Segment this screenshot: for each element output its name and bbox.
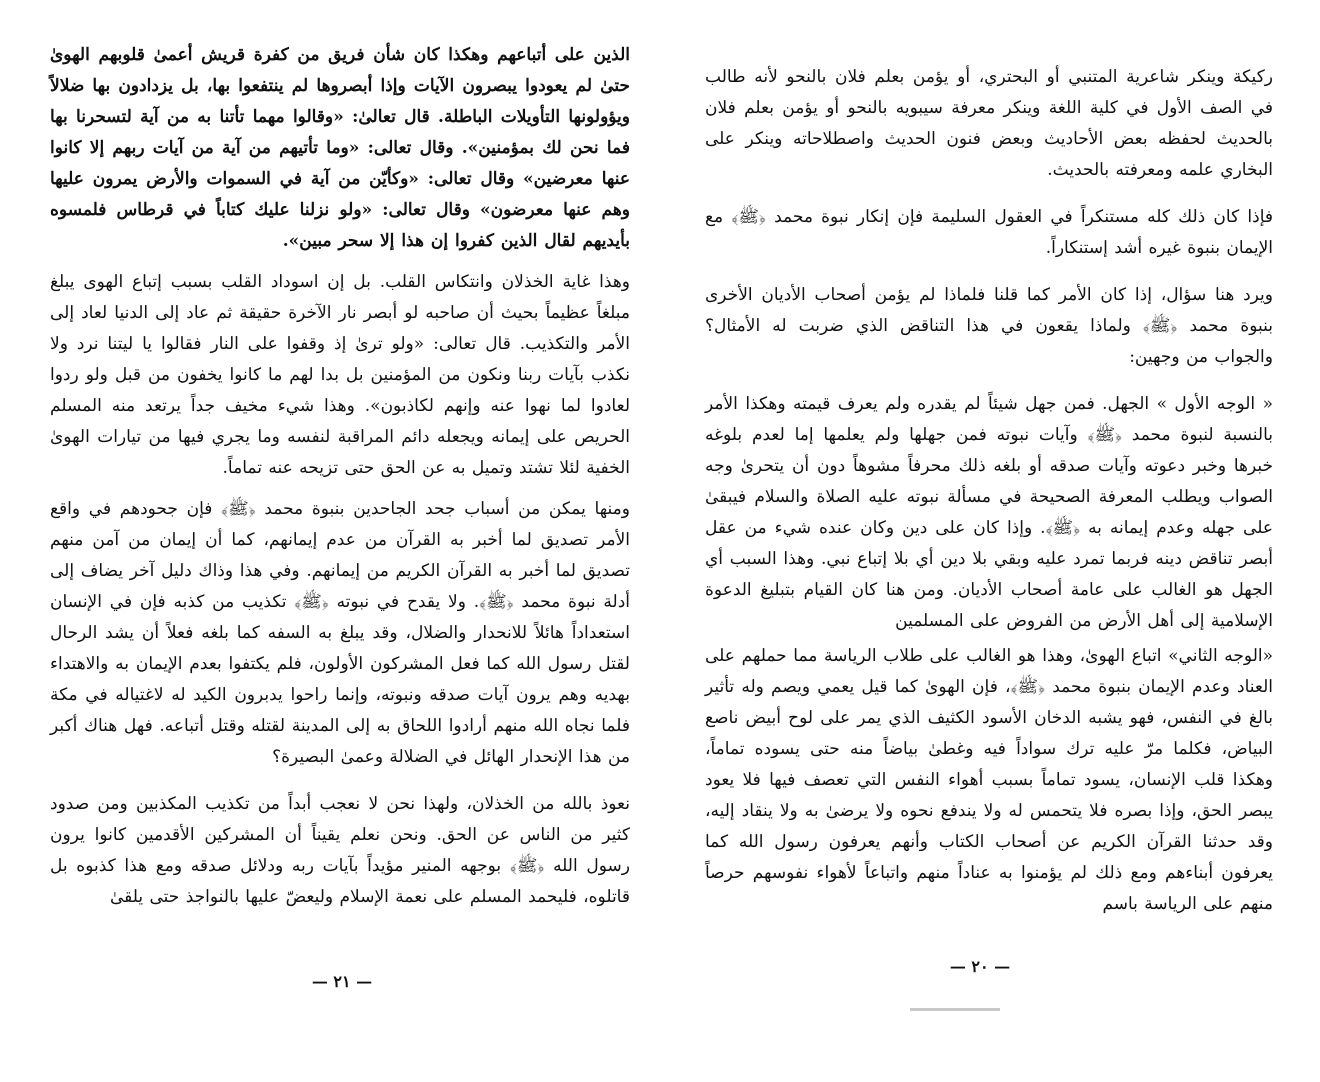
left-page-number: — ٢١ — [311,972,373,991]
right-page [705,62,1273,1082]
right-paragraph-2: فإذا كان ذلك كله مستنكراً في العقول السليمة فإن إنكار نبوة محمد ﴿ﷺ﴾ مع الإيمان بنبوة غيره أشد إستنكاراً. [705,207,1273,258]
left-paragraph-3: ومنها يمكن من أسباب جحد الجاحدين بنبوة محمد ﴿ﷺ﴾ فإن جحودهم في واقع الأمر تصديق لما أخبر به القرآن من عدم إيمانهم، كما أن إيمان من آمن منهم تصديق لما أخبر به القرآن الكريم من إيمانهم. وفي هذا وذاك دليل آخر يضاف إلى أدلة نبوة محمد ﴿ﷺ﴾. ولا يقدح في نبوته ﴿ﷺ﴾ تكذيب من كذبه فإن في الإنسان استعداداً هائلاً للانحدار والضلال، وقد يبلغ به السفه كما بلغه فعلاً أن يشد الرحال لقتل رسول الله كما فعل المشركون الأولون، فلم يكتفوا بعدم الإيمان به والاهتداء بهديه وهم يرون آيات صدقه ونبوته، وإنما راحوا يدبرون الكيد له لاغتياله في مكة فلما نجاه الله منهم أرادوا اللحاق به إلى المدينة لقتله وقتل أتباعه. فهل هناك أكبر من هذا الإنحدار الهائل في الضلالة وعمىٰ البصيرة؟ [50,499,631,767]
right-paragraph-1: ركيكة وينكر شاعرية المتنبي أو البحتري، أو يؤمن بعلم فلان بالنحو لأنه طالب في الصف الأول في كلية اللغة وينكر معرفة سيبويه بالنحو أو يؤمن بعلم فلان بالحديث لحفظه بعض الأحاديث وبعض فنون الحديث واصطلاحاته وينكر على البخاري علمه ومعرفته بالحديث. [705,67,1273,180]
left-page [50,40,630,1060]
left-paragraph-2: وهذا غاية الخذلان وانتكاس القلب. بل إن اسوداد القلب بسبب إتباع الهوى يبلغ مبلغاً عظيماً بحيث أن صاحبه لو أبصر نار الآخرة حقيقة ثم عاد إلى الدنيا لعاد إلى الأمر والتكذيب. قال تعالى: «ولو ترىٰ إذ وقفوا على النار فقالوا يا ليتنا نرد ولا نكذب بآيات ربنا ونكون من المؤمنين بل بدا لهم ما كانوا يخفون من قبل ولو ردوا لعادوا لما نهوا عنه وإنهم لكاذبون». وهذا شيء مخيف جداً يرتعد منه المسلم الحريص على إيمانه ويجعله دائم المراقبة لنفسه وما يجري فيها من تيارات الهوىٰ الخفية لئلا تشتد وتميل به عن الحق حتى تزيحه عنه تماماً. [50,272,630,478]
right-paragraph-3: ويرد هنا سؤال، إذا كان الأمر كما قلنا فلماذا لم يؤمن أصحاب الأديان الأخرى بنبوة محمد ﴿ﷺ﴾ ولماذا يقعون في هذا التناقض الذي ضربت له الأمثال؟ والجواب من وجهين: [705,285,1273,367]
right-paragraph-5: «الوجه الثاني» اتباع الهوىٰ، وهذا هو الغالب على طلاب الرياسة مما حملهم على العناد وعدم الإيمان بنبوة محمد ﴿ﷺ﴾، فإن الهوىٰ كما قيل يعمي ويصم وله تأثير بالغ في النفس، فهو يشبه الدخان الأسود الكثيف الذي يمر على لوح أبيض ناصع البياض، فكلما مرّ عليه ترك سواداً فيه وغطىٰ بياضاً منه حتى يسوده تماماً، وهكذا قلب الإنسان، يسود تماماً بسبب أهواء النفس التي تعصف فيها فلا يعود يبصر الحق، وإذا بصره فلا يتحمس له ولا يندفع نحوه ولا يرضىٰ به ولا ينقاد إليه، وقد حدثنا القرآن الكريم عن أصحاب الكتاب وأنهم يعرفون رسول الله كما يعرفون أبناءهم ومع ذلك لم يؤمنوا به عناداً منهم واتباعاً لأهواء نفوسهم حرصاً منهم على الرياسة باسم [705,646,1273,914]
right-page-number: — ٢٠ — [949,957,1011,976]
right-paragraph-4: « الوجه الأول » الجهل. فمن جهل شيئاً لم يقدره ولم يعرف قيمته وهكذا الأمر بالنسبة لنبوة محمد ﴿ﷺ﴾ وآيات نبوته فمن جهلها ولم يعلمها إما لعدم بلوغه خبرها وخبر دعوته وآيات صدقه أو بلغه ذلك محرفاً مشوهاً دون أن يتحرىٰ وجه الصواب ويطلب المعرفة الصحيحة في مسألة نبوته عليه الصلاة والسلام فيبقىٰ على جهله وعدم إيمانه به ﴿ﷺ﴾. وإذا كان على دين وكان عنده شيء من عقل أبصر تناقض دينه فربما تمرد عليه وبقي بلا دين أي بلا إتباع نبي. وهذا السبب أي الجهل هو الغالب على عامة أصحاب الأديان. ومن هنا كان القيام بتبليغ الدعوة الإسلامية إلى أهل الأرض من الفروض على المسلمين [705,394,1273,631]
left-paragraph-4: نعوذ بالله من الخذلان، ولهذا نحن لا نعجب أبداً من تكذيب المكذبين ومن صدود كثير من الناس عن الحق. ونحن نعلم يقيناً أن المشركين الأقدمين كانوا يرون رسول الله ﴿ﷺ﴾ بوجهه المنير مؤيداً بآيات ربه ودلائل صدقه ومع هذا كذبوه بل قاتلوه، فليحمد المسلم على نعمة الإسلام وليعضّ عليها بالنواجذ حتى يلقىٰ [50,794,630,907]
left-paragraph-1: الذين على أتباعهم وهكذا كان شأن فريق من كفرة قريش أعمىٰ قلوبهم الهوىٰ حتىٰ لم يعودوا يبصرون الآيات وإذا أبصروها لم ينتفعوا بها، بل يزدادون بها ضلالاً ويؤولونها التأويلات الباطلة. قال تعالىٰ: «وقالوا مهما تأتنا به من آية لتسحرنا بها فما نحن لك بمؤمنين». وقال تعالى: «وما تأتيهم من آية من آيات ربهم إلا كانوا عنها معرضين» وقال تعالى: «وكأيّن من آية في السموات والأرض يمرون عليها وهم عنها معرضون» وقال تعالى: «ولو نزلنا عليك كتاباً في قرطاس فلمسوه بأيديهم لقال الذين كفروا إن هذا إلا سحر مبين». [50,45,630,251]
bottom-scan-rule [910,1008,1000,1011]
